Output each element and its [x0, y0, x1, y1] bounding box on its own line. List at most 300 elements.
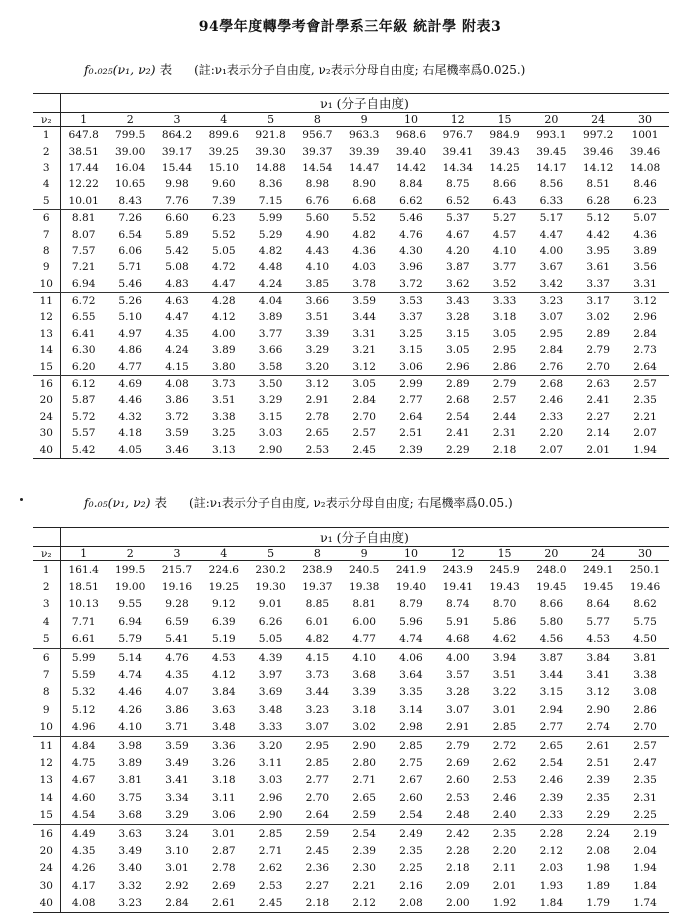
row-df: 15	[33, 806, 60, 824]
f-value-cell: 6.55	[71, 311, 96, 324]
f-value-cell: 3.59	[352, 295, 376, 308]
f-value-cell: 2.77	[305, 774, 330, 787]
column-header: 4	[200, 113, 247, 127]
f-value-cell: 4.97	[118, 327, 142, 340]
f-value-cell: 3.12	[305, 378, 330, 391]
f-value-cell: 2.73	[633, 344, 657, 357]
f-value-cell: 3.36	[211, 739, 236, 752]
f-value-cell: 2.65	[539, 739, 564, 752]
f-value-cell: 4.15	[305, 651, 330, 664]
f-value-cell: 39.46	[629, 145, 661, 158]
f-value-cell: 3.68	[107, 806, 154, 824]
f-value-cell: 3.58	[247, 358, 294, 375]
f-value-cell: 3.44	[539, 669, 564, 682]
f-value-cell: 2.48	[434, 806, 481, 824]
f-value-cell: 2.79	[445, 739, 470, 752]
f-value-cell: 5.10	[118, 311, 142, 324]
table1-caption	[84, 60, 525, 78]
f-value-cell: 3.01	[211, 827, 236, 840]
f-value-cell: 39.41	[442, 145, 473, 158]
row-df: 5	[33, 193, 60, 210]
f-value-cell: 2.59	[305, 827, 330, 840]
f-value-cell: 2.45	[305, 844, 330, 857]
f-value-cell: 2.51	[586, 756, 610, 769]
row-df: 10	[33, 276, 60, 293]
f-value-cell: 2.44	[492, 410, 517, 423]
row-df: 7	[33, 666, 60, 683]
f-value-cell: 9.55	[118, 598, 142, 611]
f-value-cell: 3.05	[492, 327, 517, 340]
row-df: 12	[33, 754, 60, 771]
f-value-cell: 1.84	[528, 894, 575, 912]
f-value-cell: 12.22	[68, 178, 99, 191]
f-value-cell: 3.22	[492, 686, 517, 699]
column-header: 3	[154, 113, 201, 127]
f-value-cell: 2.94	[539, 703, 564, 716]
f-value-cell: 2.20	[492, 844, 517, 857]
f-value-cell: 241.9	[395, 563, 427, 576]
table-row	[33, 441, 669, 458]
row-df: 1	[33, 561, 60, 579]
f-value-cell: 8.90	[352, 178, 376, 191]
f-value-cell: 5.91	[445, 615, 470, 628]
f-value-cell: 2.00	[434, 894, 481, 912]
f-value-cell: 15.44	[161, 161, 193, 174]
f-value-cell: 2.90	[352, 739, 376, 752]
f-value-cell: 2.46	[539, 394, 564, 407]
row-df: 30	[33, 877, 60, 894]
row-df: 14	[33, 789, 60, 806]
f-value-cell: 3.23	[107, 894, 154, 912]
f-value-cell: 19.25	[208, 581, 239, 594]
f-value-cell: 3.43	[445, 295, 470, 308]
row-df: 1	[33, 127, 60, 144]
f-value-cell: 8.64	[586, 598, 610, 611]
f-value-cell: 5.89	[165, 228, 189, 241]
f-value-cell: 2.28	[445, 844, 470, 857]
f-value-cell: 39.43	[489, 145, 520, 158]
f-value-cell: 5.46	[107, 276, 154, 293]
f-value-cell: 3.20	[258, 739, 283, 752]
row-df: 16	[33, 824, 60, 842]
f-value-cell: 3.38	[633, 669, 657, 682]
f-value-cell: 6.54	[118, 228, 142, 241]
f-value-cell: 14.12	[583, 161, 614, 174]
f-value-cell: 3.29	[305, 344, 330, 357]
f-value-cell: 161.4	[68, 563, 99, 576]
row-df: 20	[33, 842, 60, 859]
f-value-cell: 5.08	[165, 261, 189, 274]
row-df: 12	[33, 309, 60, 325]
f-value-cell: 6.01	[305, 615, 330, 628]
f-value-cell: 8.56	[539, 178, 564, 191]
f-table-005	[33, 527, 669, 913]
f-value-cell: 2.35	[399, 844, 423, 857]
f-value-cell: 5.57	[71, 427, 96, 440]
f-value-cell: 39.30	[255, 145, 286, 158]
table-row	[33, 160, 669, 176]
f-value-cell: 2.12	[539, 844, 564, 857]
table-row	[33, 143, 669, 159]
f-value-cell: 4.32	[118, 410, 142, 423]
f-value-cell: 2.61	[200, 894, 247, 912]
f-value-cell: 4.35	[165, 327, 189, 340]
f-value-cell: 5.26	[118, 295, 142, 308]
row-df: 40	[33, 441, 60, 458]
f-value-cell: 39.39	[349, 145, 380, 158]
table-row	[33, 127, 669, 144]
f-value-cell: 6.23	[622, 193, 669, 210]
table-row	[33, 596, 669, 613]
f-value-cell: 6.43	[481, 193, 528, 210]
f-value-cell: 2.85	[258, 827, 283, 840]
table-row	[33, 631, 669, 649]
f-value-cell: 3.68	[352, 669, 376, 682]
f-value-cell: 2.49	[399, 827, 423, 840]
f-value-cell: 4.00	[445, 651, 470, 664]
column-header: 1	[60, 547, 107, 561]
f-value-cell: 997.2	[583, 129, 614, 142]
f-value-cell: 4.05	[107, 441, 154, 458]
f-value-cell: 4.50	[622, 631, 669, 649]
f-value-cell: 864.2	[161, 129, 193, 142]
column-header: 12	[434, 547, 481, 561]
f-value-cell: 5.27	[492, 212, 517, 225]
row-df: 24	[33, 409, 60, 425]
f-value-cell: 4.48	[258, 261, 283, 274]
f-value-cell: 3.77	[258, 327, 283, 340]
f-value-cell: 2.84	[352, 394, 376, 407]
f-value-cell: 3.24	[165, 827, 189, 840]
f-value-cell: 6.72	[71, 295, 96, 308]
f-value-cell: 3.18	[352, 703, 376, 716]
f-value-cell: 4.56	[528, 631, 575, 649]
f-value-cell: 3.18	[211, 774, 236, 787]
f-value-cell: 3.66	[258, 344, 283, 357]
column-header: 3	[154, 547, 201, 561]
f-value-cell: 2.41	[586, 394, 610, 407]
f-value-cell: 3.73	[211, 378, 236, 391]
f-value-cell: 2.35	[492, 827, 517, 840]
f-value-cell: 8.66	[539, 598, 564, 611]
f-value-cell: 5.79	[107, 631, 154, 649]
f-value-cell: 4.07	[165, 686, 189, 699]
table-row	[33, 754, 669, 771]
table-row	[33, 425, 669, 441]
f-value-cell: 39.17	[161, 145, 193, 158]
f-value-cell: 2.95	[305, 739, 330, 752]
f-value-cell: 2.85	[481, 719, 528, 737]
f-value-cell: 3.06	[388, 358, 435, 375]
f-value-cell: 2.53	[445, 791, 470, 804]
f-value-cell: 3.23	[539, 295, 564, 308]
f-value-cell: 3.28	[445, 311, 470, 324]
f-value-cell: 3.66	[305, 295, 330, 308]
f-value-cell: 2.91	[434, 719, 481, 737]
f-value-cell: 8.62	[633, 598, 657, 611]
f-value-cell: 3.89	[118, 756, 142, 769]
f-value-cell: 6.28	[575, 193, 622, 210]
f-value-cell: 2.42	[445, 827, 470, 840]
column-header: 8	[294, 547, 341, 561]
f-value-cell: 3.05	[445, 344, 470, 357]
f-value-cell: 4.47	[539, 228, 564, 241]
f-value-cell: 5.41	[154, 631, 201, 649]
f-value-cell: 1.94	[622, 441, 669, 458]
f-value-cell: 4.00	[539, 244, 564, 257]
f-value-cell: 3.59	[165, 427, 189, 440]
table1-function: f₀.₀₂₅(ν₁, ν₂)	[84, 62, 156, 77]
f-value-cell: 6.00	[352, 615, 376, 628]
f-value-cell: 4.46	[118, 394, 142, 407]
corner-cell	[33, 528, 60, 547]
f-value-cell: 4.08	[60, 894, 107, 912]
f-value-cell: 9.28	[165, 598, 189, 611]
f-value-cell: 3.64	[399, 669, 423, 682]
f-value-cell: 3.85	[294, 276, 341, 293]
f-value-cell: 5.96	[399, 615, 423, 628]
table-row	[33, 409, 669, 425]
f-value-cell: 7.21	[71, 261, 96, 274]
f-value-cell: 3.89	[258, 311, 283, 324]
f-value-cell: 2.98	[388, 719, 435, 737]
column-header: 24	[575, 547, 622, 561]
f-value-cell: 899.6	[208, 129, 239, 142]
f-value-cell: 2.69	[445, 756, 470, 769]
f-value-cell: 4.10	[107, 719, 154, 737]
f-value-cell: 3.02	[586, 311, 610, 324]
f-value-cell: 2.39	[388, 441, 435, 458]
f-value-cell: 976.7	[442, 129, 473, 142]
f-value-cell: 19.45	[583, 581, 614, 594]
f-value-cell: 2.57	[492, 394, 517, 407]
f-value-cell: 4.47	[165, 311, 189, 324]
f-value-cell: 3.59	[165, 739, 189, 752]
f-value-cell: 3.12	[633, 295, 657, 308]
f-value-cell: 4.75	[71, 756, 96, 769]
f-value-cell: 2.51	[399, 427, 423, 440]
row-df: 8	[33, 684, 60, 701]
f-value-cell: 3.97	[258, 669, 283, 682]
f-value-cell: 2.86	[633, 703, 657, 716]
column-header: 9	[341, 547, 388, 561]
f-value-cell: 3.25	[399, 327, 423, 340]
f-value-cell: 2.08	[586, 844, 610, 857]
speck	[20, 498, 23, 501]
df-header-row	[33, 528, 669, 547]
f-value-cell: 3.95	[586, 244, 610, 257]
f-value-cell: 10.13	[68, 598, 99, 611]
f-value-cell: 2.47	[633, 756, 657, 769]
f-value-cell: 4.26	[118, 703, 142, 716]
f-value-cell: 2.90	[247, 441, 294, 458]
f-value-cell: 2.29	[575, 806, 622, 824]
f-value-cell: 4.30	[399, 244, 423, 257]
f-value-cell: 3.48	[200, 719, 247, 737]
denominator-df-label: ν₂	[33, 547, 60, 561]
table-row	[33, 789, 669, 806]
column-header: 30	[622, 547, 669, 561]
f-value-cell: 39.00	[115, 145, 146, 158]
row-df: 11	[33, 292, 60, 309]
f-value-cell: 993.1	[536, 129, 567, 142]
f-value-cell: 4.53	[211, 651, 236, 664]
f-value-cell: 2.54	[539, 756, 564, 769]
column-header: 9	[341, 113, 388, 127]
f-value-cell: 19.38	[349, 581, 380, 594]
f-value-cell: 4.10	[492, 244, 517, 257]
row-df: 5	[33, 631, 60, 649]
f-value-cell: 2.69	[211, 879, 236, 892]
f-value-cell: 2.64	[622, 358, 669, 375]
f-value-cell: 8.46	[633, 178, 657, 191]
f-value-cell: 4.06	[399, 651, 423, 664]
f-value-cell: 6.62	[388, 193, 435, 210]
f-value-cell: 4.69	[118, 378, 142, 391]
f-value-cell: 2.64	[399, 410, 423, 423]
f-value-cell: 19.43	[489, 581, 520, 594]
f-value-cell: 2.41	[445, 427, 470, 440]
f-value-cell: 3.08	[633, 686, 657, 699]
row-df: 7	[33, 226, 60, 242]
f-value-cell: 5.46	[399, 212, 423, 225]
f-value-cell: 4.77	[341, 631, 388, 649]
f-value-cell: 5.42	[60, 441, 107, 458]
f-value-cell: 38.51	[68, 145, 99, 158]
f-value-cell: 3.51	[211, 394, 236, 407]
f-value-cell: 4.35	[165, 669, 189, 682]
f-value-cell: 14.25	[489, 161, 520, 174]
f-value-cell: 224.6	[208, 563, 239, 576]
f-value-cell: 19.45	[536, 581, 567, 594]
f-value-cell: 8.81	[352, 598, 376, 611]
f-value-cell: 5.99	[71, 651, 96, 664]
f-value-cell: 4.28	[211, 295, 236, 308]
table-row	[33, 309, 669, 325]
f-value-cell: 2.45	[341, 441, 388, 458]
f-value-cell: 2.01	[575, 441, 622, 458]
f-value-cell: 2.03	[539, 862, 564, 875]
f-value-cell: 2.53	[258, 879, 283, 892]
f-value-cell: 3.86	[165, 703, 189, 716]
f-value-cell: 4.57	[492, 228, 517, 241]
f-value-cell: 3.41	[165, 774, 189, 787]
f-value-cell: 2.30	[352, 862, 376, 875]
column-header-row	[33, 113, 669, 127]
f-value-cell: 240.5	[349, 563, 380, 576]
f-value-cell: 2.70	[305, 791, 330, 804]
f-value-cell: 2.59	[341, 806, 388, 824]
f-value-cell: 8.85	[305, 598, 330, 611]
f-value-cell: 8.79	[399, 598, 423, 611]
f-value-cell: 3.72	[165, 410, 189, 423]
f-value-cell: 5.07	[633, 212, 657, 225]
f-value-cell: 2.72	[492, 739, 517, 752]
f-value-cell: 2.27	[305, 879, 330, 892]
f-value-cell: 3.57	[445, 669, 470, 682]
f-value-cell: 1.92	[481, 894, 528, 912]
f-value-cell: 4.83	[154, 276, 201, 293]
f-value-cell: 4.17	[71, 879, 96, 892]
column-header: 30	[622, 113, 669, 127]
f-value-cell: 4.42	[586, 228, 610, 241]
f-value-cell: 3.71	[154, 719, 201, 737]
f-value-cell: 243.9	[442, 563, 473, 576]
f-value-cell: 2.95	[492, 344, 517, 357]
f-value-cell: 3.15	[399, 344, 423, 357]
f-value-cell: 2.91	[305, 394, 330, 407]
row-df: 6	[33, 209, 60, 226]
f-value-cell: 6.41	[71, 327, 96, 340]
f-value-cell: 2.28	[539, 827, 564, 840]
f-value-cell: 2.54	[352, 827, 376, 840]
f-value-cell: 2.65	[352, 791, 376, 804]
table-row	[33, 824, 669, 842]
f-value-cell: 39.45	[536, 145, 567, 158]
f-value-cell: 3.53	[399, 295, 423, 308]
f-value-cell: 4.84	[71, 739, 96, 752]
f-value-cell: 3.28	[445, 686, 470, 699]
table-row	[33, 772, 669, 789]
f-value-cell: 3.34	[165, 791, 189, 804]
f-value-cell: 7.39	[200, 193, 247, 210]
f-value-cell: 2.60	[399, 791, 423, 804]
f-value-cell: 2.39	[586, 774, 610, 787]
f-value-cell: 8.70	[492, 598, 517, 611]
f-value-cell: 3.02	[341, 719, 388, 737]
f-value-cell: 4.04	[258, 295, 283, 308]
f-value-cell: 8.75	[445, 178, 470, 191]
table-row	[33, 176, 669, 192]
f-value-cell: 2.90	[586, 703, 610, 716]
f-value-cell: 3.37	[399, 311, 423, 324]
f-value-cell: 2.18	[445, 862, 470, 875]
table-row	[33, 666, 669, 683]
f-value-cell: 3.13	[200, 441, 247, 458]
f-value-cell: 4.68	[434, 631, 481, 649]
f-value-cell: 5.75	[633, 615, 657, 628]
f-value-cell: 3.32	[118, 879, 142, 892]
table2-word: 表	[154, 495, 168, 510]
f-value-cell: 1.84	[633, 879, 657, 892]
f-value-cell: 1.74	[622, 894, 669, 912]
f-value-cell: 9.12	[211, 598, 236, 611]
f-value-cell: 2.89	[586, 327, 610, 340]
f-value-cell: 7.71	[71, 615, 96, 628]
f-value-cell: 2.75	[399, 756, 423, 769]
f-value-cell: 3.69	[258, 686, 283, 699]
f-value-cell: 2.89	[445, 378, 470, 391]
f-value-cell: 2.54	[445, 410, 470, 423]
row-df: 13	[33, 326, 60, 342]
f-value-cell: 2.21	[633, 410, 657, 423]
table-row	[33, 860, 669, 877]
f-value-cell: 3.84	[586, 651, 610, 664]
f-value-cell: 2.07	[528, 441, 575, 458]
f-value-cell: 3.73	[305, 669, 330, 682]
f-value-cell: 8.07	[71, 228, 96, 241]
f-value-cell: 238.9	[302, 563, 333, 576]
row-df: 3	[33, 596, 60, 613]
f-value-cell: 2.60	[445, 774, 470, 787]
f-value-cell: 4.03	[352, 261, 376, 274]
df-header-row	[33, 94, 669, 113]
f-value-cell: 2.77	[399, 394, 423, 407]
f-value-cell: 39.40	[395, 145, 427, 158]
f-value-cell: 3.14	[399, 703, 423, 716]
f-value-cell: 3.81	[118, 774, 142, 787]
f-value-cell: 2.84	[633, 327, 657, 340]
